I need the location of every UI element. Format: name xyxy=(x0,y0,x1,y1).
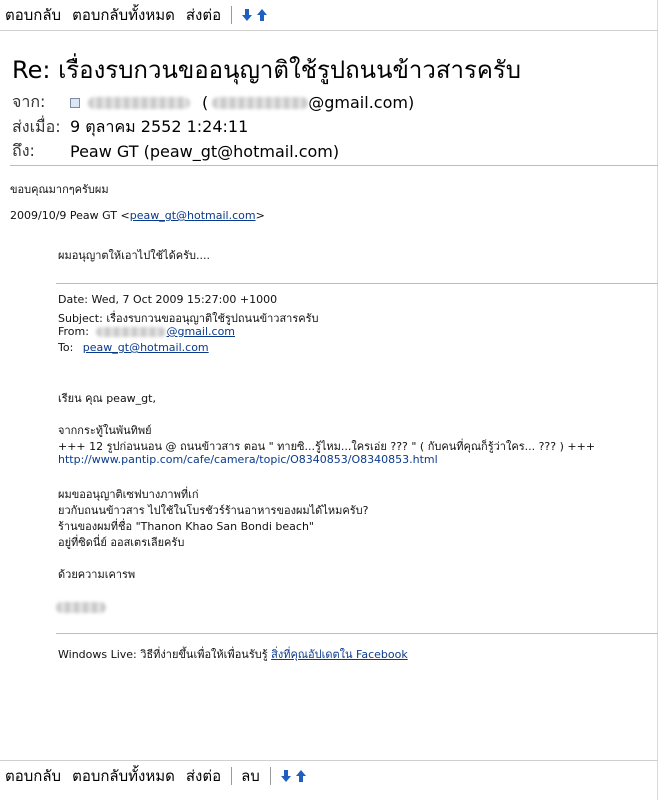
greeting: เรียน คุณ peaw_gt, xyxy=(58,392,156,405)
sent-row xyxy=(12,115,248,140)
toolbar-separator xyxy=(231,767,232,785)
bottom-toolbar xyxy=(0,760,658,791)
toolbar-separator xyxy=(270,767,271,785)
quote-intro xyxy=(10,209,265,222)
signature-blur xyxy=(56,602,106,613)
to-value: Peaw GT (peaw_gt@hotmail.com) xyxy=(70,142,340,161)
footer-prefix: Windows Live: วิธีที่ง่ายขึ้นเพื่อให้เพื่อนรับรู้ xyxy=(58,648,272,661)
to-line-label: To: xyxy=(58,341,74,354)
sent-value: 9 ตุลาคม 2552 1:24:11 xyxy=(70,117,249,136)
quote-email-link[interactable]: peaw_gt@hotmail.com xyxy=(129,209,256,222)
message-subject: Re: เรื่องรบกวนขออนุญาติใช้รูปถนนข้าวสารครับ xyxy=(12,56,522,84)
topic-url-link[interactable] xyxy=(58,453,438,466)
toolbar-separator xyxy=(231,6,232,24)
date-line: Date: Wed, 7 Oct 2009 15:27:00 +1000 xyxy=(58,293,278,306)
from-email-suffix: @gmail.com) xyxy=(308,93,415,112)
sent-label: ส่งเมื่อ: xyxy=(12,117,61,136)
quote-divider xyxy=(56,283,658,284)
arrow-up-icon[interactable] xyxy=(294,769,308,783)
facebook-update-link[interactable]: สิ่งที่คุณอัปเดตใน Facebook xyxy=(271,648,408,661)
navigate-messages-bottom xyxy=(279,769,308,783)
quote-intro-text: 2009/10/9 Peaw GT < xyxy=(10,209,130,222)
windows-live-footer xyxy=(58,645,408,663)
redacted-sender-email xyxy=(212,97,308,109)
from-label: จาก: xyxy=(12,92,46,111)
navigate-messages xyxy=(240,8,269,22)
redacted-from-email xyxy=(96,327,166,337)
reply-text: ขอบคุณมากๆครับผม xyxy=(10,183,109,196)
arrow-up-icon[interactable] xyxy=(255,8,269,22)
to-row xyxy=(12,139,339,164)
top-toolbar xyxy=(0,0,658,31)
to-line-email-link[interactable]: peaw_gt@hotmail.com xyxy=(82,341,209,354)
reply-all-button-bottom[interactable]: ตอบกลับทั้งหมด xyxy=(72,767,175,785)
reply-button[interactable]: ตอบกลับ xyxy=(5,6,62,24)
from-line-email-link[interactable]: @gmail.com xyxy=(166,325,236,338)
topic-title: +++ 12 รูปก่อนนอน @ ถนนข้าวสาร ตอน " ทายซิ...รู้ไหม...ใครเอ่ย ??? " ( กับคนที่คุณก็รู้ว่าใคร... ??? ) +++ xyxy=(58,440,596,453)
request-line-1: ผมขออนุญาติเซฟบางภาพที่เก่ xyxy=(58,488,199,501)
regards: ด้วยความเคารพ xyxy=(58,568,136,581)
from-line-label: From: xyxy=(58,325,89,338)
arrow-down-icon[interactable] xyxy=(279,769,293,783)
forward-button[interactable]: ส่งต่อ xyxy=(185,6,222,24)
delete-button[interactable]: ลบ xyxy=(241,767,260,785)
request-line-4: อยู่ที่ซิดนี่ย์ ออสเตรเลียครับ xyxy=(58,536,185,549)
redacted-signature xyxy=(56,597,106,616)
from-row xyxy=(12,90,414,115)
request-line-3: ร้านของผมที่ชื่อ "Thanon Khao San Bondi beach" xyxy=(58,520,314,533)
reply-all-button[interactable]: ตอบกลับทั้งหมด xyxy=(72,6,175,24)
topic-url[interactable]: http://www.pantip.com/cafe/camera/topic/O8340853/O8340853.html xyxy=(58,453,438,466)
subject-line: Subject: เรื่องรบกวนขออนุญาติใช้รูปถนนข้าวสารครับ xyxy=(58,312,319,325)
request-line-2: ยวกับถนนข้าวสาร ไปใช้ในโบรชัวร์ร้านอาหารของผมได้ไหมครับ? xyxy=(58,504,369,517)
header-divider xyxy=(10,165,658,166)
from-line xyxy=(58,325,235,338)
forward-button-bottom[interactable]: ส่งต่อ xyxy=(185,767,222,785)
from-topic: จากกระทู้ในพันทิพย์ xyxy=(58,424,152,437)
redacted-sender-name xyxy=(88,97,190,109)
to-line xyxy=(58,341,209,354)
paren-open: ( xyxy=(202,93,209,112)
quote-intro-end: > xyxy=(255,209,265,222)
to-label: ถึง: xyxy=(12,141,35,160)
arrow-down-icon[interactable] xyxy=(240,8,254,22)
reply-button-bottom[interactable]: ตอบกลับ xyxy=(5,767,62,785)
permission-text: ผมอนุญาตให้เอาไปใช้ได้ครับ.... xyxy=(58,249,210,262)
contact-icon[interactable] xyxy=(70,98,80,108)
footer-divider xyxy=(56,633,658,634)
